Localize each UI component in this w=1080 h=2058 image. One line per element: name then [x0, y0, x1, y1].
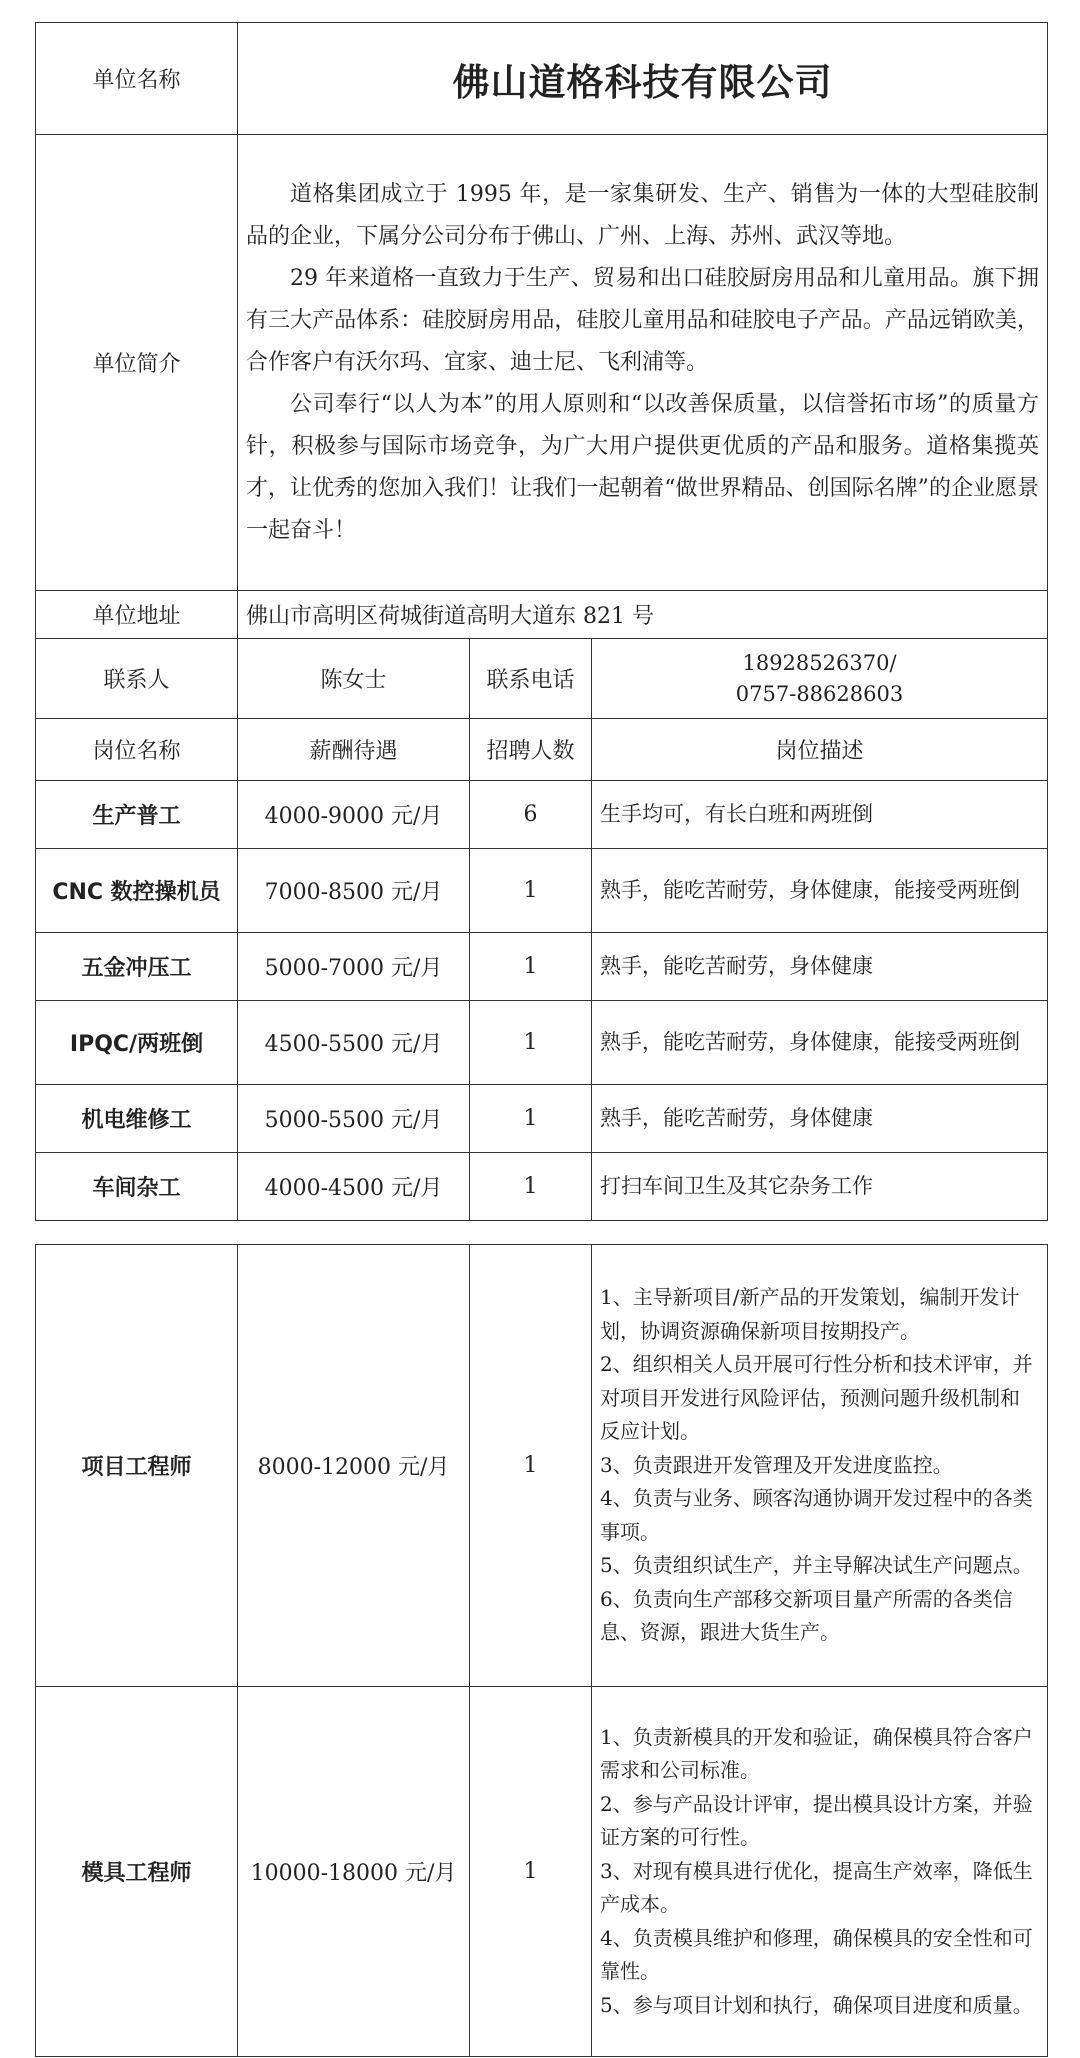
job-row — [36, 1001, 1048, 1085]
engineer-row — [36, 1245, 1048, 1687]
job-name: 五金冲压工 — [36, 933, 238, 1001]
job-name: 车间杂工 — [36, 1153, 238, 1221]
engineer-salary: 10000-18000 元/月 — [238, 1687, 470, 2057]
company-name-row — [36, 23, 1048, 135]
engineer-salary: 8000-12000 元/月 — [238, 1245, 470, 1687]
job-description: 打扫车间卫生及其它杂务工作 — [592, 1153, 1048, 1221]
duty-item: 2、参与产品设计评审，提出模具设计方案，并验证方案的可行性。 — [600, 1791, 1033, 1850]
intro-paragraph: 29 年来道格一直致力于生产、贸易和出口硅胶厨房用品和儿童用品。旗下拥有三大产品体系：硅胶厨房用品，硅胶儿童用品和硅胶电子产品。产品远销欧美，合作客户有沃尔玛、宜家、迪士尼、飞利浦等。 — [246, 265, 1039, 375]
job-description: 熟手，能吃苦耐劳，身体健康，能接受两班倒 — [592, 849, 1048, 933]
job-headcount: 6 — [470, 781, 592, 849]
contact-phone-label: 联系电话 — [470, 639, 592, 719]
recruitment-table — [35, 22, 1048, 1221]
duty-item: 3、对现有模具进行优化，提高生产效率，降低生产成本。 — [600, 1858, 1033, 1917]
address-value: 佛山市高明区荷城街道高明大道东 821 号 — [238, 591, 1048, 639]
job-headcount: 1 — [470, 933, 592, 1001]
contact-person-label: 联系人 — [36, 639, 238, 719]
job-salary: 5000-5500 元/月 — [238, 1085, 470, 1153]
engineer-duties — [592, 1687, 1048, 2057]
job-name: 生产普工 — [36, 781, 238, 849]
duty-item: 5、参与项目计划和执行，确保项目进度和质量。 — [600, 1992, 1033, 2017]
job-row — [36, 933, 1048, 1001]
job-row — [36, 1153, 1048, 1221]
engineer-name: 项目工程师 — [36, 1245, 238, 1687]
duty-item: 1、主导新项目/新产品的开发策划，编制开发计划，协调资源确保新项目按期投产。 — [600, 1285, 1020, 1343]
job-row — [36, 849, 1048, 933]
job-salary: 7000-8500 元/月 — [238, 849, 470, 933]
duty-item: 2、组织相关人员开展可行性分析和技术评审，并对项目开发进行风险评估，预测问题升级机制和反应计划。 — [600, 1352, 1033, 1444]
contact-person: 陈女士 — [238, 639, 470, 719]
job-headcount: 1 — [470, 1153, 592, 1221]
job-name: IPQC/两班倒 — [36, 1001, 238, 1085]
phone-landline: 0757-88628603 — [735, 681, 904, 706]
intro-paragraph: 公司奉行“以人为本”的用人原则和“以改善保质量，以信誉拓市场”的质量方针，积极参与国际市场竞争，为广大用户提供更优质的产品和服务。道格集揽英才，让优秀的您加入我们！让我们一起朝着“做世界精品、创国际名牌”的企业愿景一起奋斗！ — [246, 391, 1039, 543]
job-salary: 4000-4500 元/月 — [238, 1153, 470, 1221]
company-intro-row — [36, 135, 1048, 591]
column-header-position: 岗位名称 — [36, 719, 238, 781]
job-name: CNC 数控操机员 — [36, 849, 238, 933]
intro-paragraph: 道格集团成立于 1995 年，是一家集研发、生产、销售为一体的大型硅胶制品的企业，下属分公司分布于佛山、广州、上海、苏州、武汉等地。 — [246, 181, 1039, 249]
job-description: 熟手，能吃苦耐劳，身体健康，能接受两班倒 — [592, 1001, 1048, 1085]
duty-item: 4、负责与业务、顾客沟通协调开发过程中的各类事项。 — [600, 1486, 1033, 1544]
engineer-name: 模具工程师 — [36, 1687, 238, 2057]
intro-label: 单位简介 — [36, 135, 238, 591]
engineer-row — [36, 1687, 1048, 2057]
contact-row — [36, 639, 1048, 719]
column-header-salary: 薪酬待遇 — [238, 719, 470, 781]
company-name: 佛山道格科技有限公司 — [238, 23, 1048, 135]
column-header-row — [36, 719, 1048, 781]
job-headcount: 1 — [470, 1085, 592, 1153]
duty-item: 4、负责模具维护和修理，确保模具的安全性和可靠性。 — [600, 1925, 1033, 1984]
phone-mobile: 18928526370/ — [742, 650, 897, 675]
contact-phone — [592, 639, 1048, 719]
job-description: 熟手，能吃苦耐劳，身体健康 — [592, 1085, 1048, 1153]
job-salary: 4000-9000 元/月 — [238, 781, 470, 849]
job-description: 熟手，能吃苦耐劳，身体健康 — [592, 933, 1048, 1001]
job-salary: 5000-7000 元/月 — [238, 933, 470, 1001]
job-row — [36, 781, 1048, 849]
job-headcount: 1 — [470, 1001, 592, 1085]
company-label: 单位名称 — [36, 23, 238, 135]
intro-text — [238, 135, 1048, 591]
engineer-headcount: 1 — [470, 1245, 592, 1687]
duty-item: 6、负责向生产部移交新项目量产所需的各类信息、资源，跟进大货生产。 — [600, 1586, 1013, 1645]
column-header-description: 岗位描述 — [592, 719, 1048, 781]
job-row — [36, 1085, 1048, 1153]
address-row — [36, 591, 1048, 639]
duty-item: 5、负责组织试生产，并主导解决试生产问题点。 — [600, 1553, 1033, 1578]
job-description: 生手均可，有长白班和两班倒 — [592, 781, 1048, 849]
job-headcount: 1 — [470, 849, 592, 933]
address-label: 单位地址 — [36, 591, 238, 639]
column-header-headcount: 招聘人数 — [470, 719, 592, 781]
duty-item: 3、负责跟进开发管理及开发进度监控。 — [600, 1452, 953, 1477]
duty-item: 1、负责新模具的开发和验证，确保模具符合客户需求和公司标准。 — [600, 1724, 1033, 1783]
engineer-headcount: 1 — [470, 1687, 592, 2057]
job-salary: 4500-5500 元/月 — [238, 1001, 470, 1085]
job-name: 机电维修工 — [36, 1085, 238, 1153]
engineer-duties — [592, 1245, 1048, 1687]
engineer-table — [35, 1244, 1048, 2057]
